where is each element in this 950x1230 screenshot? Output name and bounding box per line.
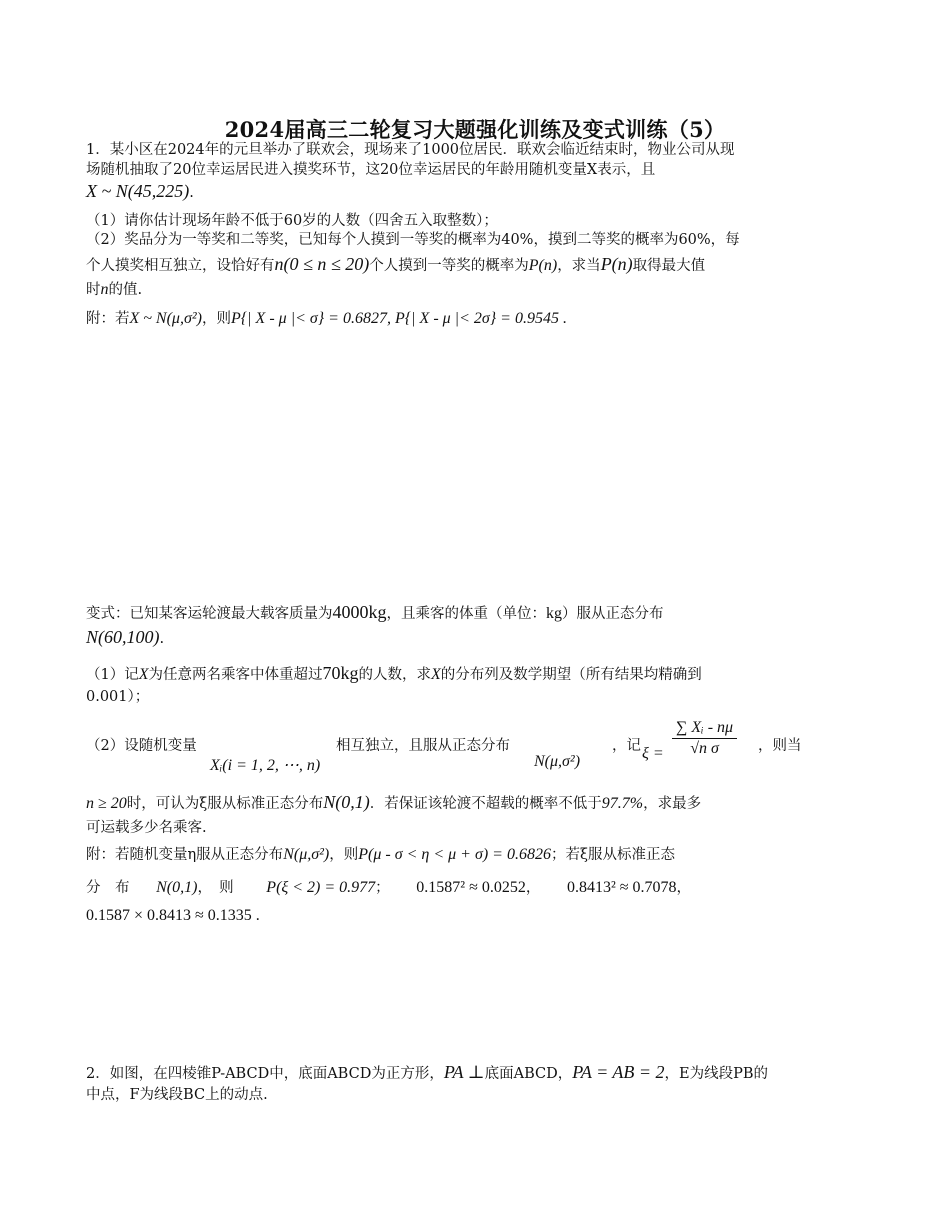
variant-note2-f3: 0.8413² ≈ 0.7078 bbox=[566, 879, 677, 896]
variant-p2-b: 相互独立，且服从正态分布 bbox=[336, 738, 510, 754]
q1-n-range: n(0 ≤ n ≤ 20) bbox=[274, 254, 370, 274]
q1-text-b: 个人摸到一等奖的概率为 bbox=[369, 258, 529, 274]
variant-note2-a: 分 布 bbox=[86, 880, 130, 896]
variant-note1-a: 附：若随机变量η服从正态分布 bbox=[86, 847, 284, 863]
q2-line-2: 中点，F为线段BC上的动点. bbox=[86, 1087, 268, 1103]
variant-distribution bbox=[86, 627, 816, 649]
variant-note-line-2 bbox=[86, 878, 816, 898]
q1-line-1: 1．某小区在2024年的元旦举办了联欢会，现场来了1000位居民．联欢会临近结束时，物业公司从现 bbox=[86, 142, 735, 158]
variant-text-c: ）服从正态分布 bbox=[562, 606, 664, 622]
variant-p2-text-e: 时，可认为ξ服从标准正态分布 bbox=[126, 796, 324, 812]
q2-line-1 bbox=[86, 1062, 816, 1084]
variant-p2-fraction bbox=[672, 718, 737, 759]
q1-note-dist: X ~ N(μ,σ²) bbox=[129, 310, 202, 327]
variant-part-2-line-3: 可运载多少名乘客. bbox=[86, 820, 207, 836]
q2-text-b: 底面ABCD， bbox=[484, 1066, 573, 1082]
q1-distribution bbox=[86, 181, 816, 203]
variant-note1-N: N(μ,σ²) bbox=[283, 846, 330, 863]
variant-p1-X2: X bbox=[431, 666, 441, 683]
variant-text-a: 变式：已知某客运轮渡最大载客质量为 bbox=[86, 606, 333, 622]
variant-dist-formula: N(60,100) bbox=[86, 627, 160, 647]
variant-note2-f1: P(ξ < 2) = 0.977 bbox=[266, 879, 376, 896]
q1-Pn-2: P(n) bbox=[600, 254, 633, 274]
q1-dist-formula: X ~ N(45,225) bbox=[86, 181, 190, 201]
q2-pa-eq: PA = AB = 2 bbox=[572, 1062, 665, 1082]
q1-part-1: （1）请你估计现场年龄不低于60岁的人数（四舍五入取整数）； bbox=[86, 213, 498, 229]
variant-line-1 bbox=[86, 602, 816, 624]
variant-p2-a: （2）设随机变量 bbox=[86, 738, 197, 754]
variant-note1-c: ；若ξ服从标准正态 bbox=[550, 847, 675, 863]
variant-p2-text-g: ，求最多 bbox=[643, 796, 702, 812]
q1-note bbox=[86, 309, 816, 329]
variant-p1-weight: 70kg bbox=[322, 663, 359, 683]
q1-text-e: 时 bbox=[86, 282, 101, 298]
variant-note2-sep-1: ； bbox=[375, 880, 390, 896]
variant-part-2-line-1 bbox=[86, 719, 816, 784]
variant-p2-Xi: Xᵢ(i = 1, 2, ⋯, n) bbox=[210, 757, 321, 774]
variant-unit: kg bbox=[546, 605, 562, 622]
q1-text-d: 取得最大值 bbox=[632, 258, 706, 274]
q2-text-c: ，E为线段PB的 bbox=[664, 1066, 769, 1082]
variant-p2-denominator: √n σ bbox=[690, 740, 719, 757]
variant-note-line-3 bbox=[86, 906, 816, 926]
q2-pa-perp: PA ⊥ bbox=[443, 1062, 485, 1082]
variant-p2-cond: n ≥ 20 bbox=[86, 795, 127, 812]
variant-p2-d: ，则当 bbox=[758, 738, 802, 754]
variant-p2-prob: 97.7% bbox=[601, 795, 644, 812]
variant-note2-N: N(0,1) bbox=[156, 879, 198, 896]
variant-dist-end: . bbox=[159, 631, 165, 647]
q1-text-f: 的值. bbox=[108, 282, 143, 298]
variant-p2-text-f: ．若保证该轮渡不超载的概率不低于 bbox=[369, 796, 602, 812]
variant-note3-formula: 0.1587 × 0.8413 ≈ 0.1335 . bbox=[86, 907, 260, 924]
variant-note1-formula: P(μ - σ < η < μ + σ) = 0.6826 bbox=[358, 846, 551, 863]
q1-n: n bbox=[100, 281, 109, 298]
variant-part-2-line-2 bbox=[86, 792, 816, 814]
q1-text-a: 个人摸奖相互独立，设恰好有 bbox=[86, 258, 275, 274]
variant-p1-c: 的人数，求 bbox=[358, 667, 432, 683]
q1-part-2-line-1: （2）奖品分为一等奖和二等奖，已知每个人摸到一等奖的概率为40%，摸到二等奖的概率为60%，每 bbox=[86, 232, 740, 248]
q1-text-c: ，求当 bbox=[557, 258, 601, 274]
variant-note2-b: ， 则 bbox=[197, 880, 234, 896]
q1-line-2: 场随机抽取了20位幸运居民进入摸奖环节，这20位幸运居民的年龄用随机变量X表示，且 bbox=[86, 162, 656, 178]
q2-text-a: 2．如图，在四棱锥P-ABCD中，底面ABCD为正方形， bbox=[86, 1066, 444, 1082]
variant-p1-d: 的分布列及数学期望（所有结果均精确到 bbox=[440, 667, 702, 683]
variant-p2-c: ，记 bbox=[612, 738, 641, 754]
variant-p2-N: N(μ,σ²) bbox=[534, 753, 581, 770]
variant-note1-b: ，则 bbox=[329, 847, 359, 863]
variant-part-1-line-2: 0.001）； bbox=[86, 689, 150, 705]
variant-note2-f2: 0.1587² ≈ 0.0252 bbox=[416, 879, 526, 896]
variant-text-b: ，且乘客的体重（单位： bbox=[386, 606, 546, 622]
q1-dist-end: . bbox=[189, 185, 194, 201]
variant-p2-xi: ξ = bbox=[642, 745, 664, 762]
variant-p1-b: 为任意两名乘客中体重超过 bbox=[148, 667, 323, 683]
q1-part-2-line-3 bbox=[86, 280, 816, 300]
page-title: 2024届高三二轮复习大题强化训练及变式训练（5） bbox=[224, 117, 726, 142]
q1-note-b: ，则 bbox=[201, 311, 231, 327]
variant-p2-N01: N(0,1) bbox=[323, 792, 370, 812]
variant-note2-sep-3: ， bbox=[676, 880, 692, 896]
variant-part-1-line-1 bbox=[86, 663, 816, 685]
q1-note-a: 附：若 bbox=[86, 311, 130, 327]
q1-Pn: P(n) bbox=[528, 257, 558, 274]
variant-note-line-1 bbox=[86, 845, 816, 865]
q1-note-formula: P{| X - μ |< σ} = 0.6827, P{| X - μ |< 2σ} = 0.9545 . bbox=[230, 310, 567, 327]
q1-part-2-line-2 bbox=[86, 254, 816, 276]
variant-p1-a: （1）记 bbox=[86, 667, 139, 683]
variant-note2-sep-2: ， bbox=[525, 880, 541, 896]
variant-capacity: 4000kg bbox=[332, 602, 387, 622]
variant-p1-X: X bbox=[138, 666, 149, 683]
variant-p2-numerator: ∑ Xᵢ - nμ bbox=[672, 718, 737, 739]
